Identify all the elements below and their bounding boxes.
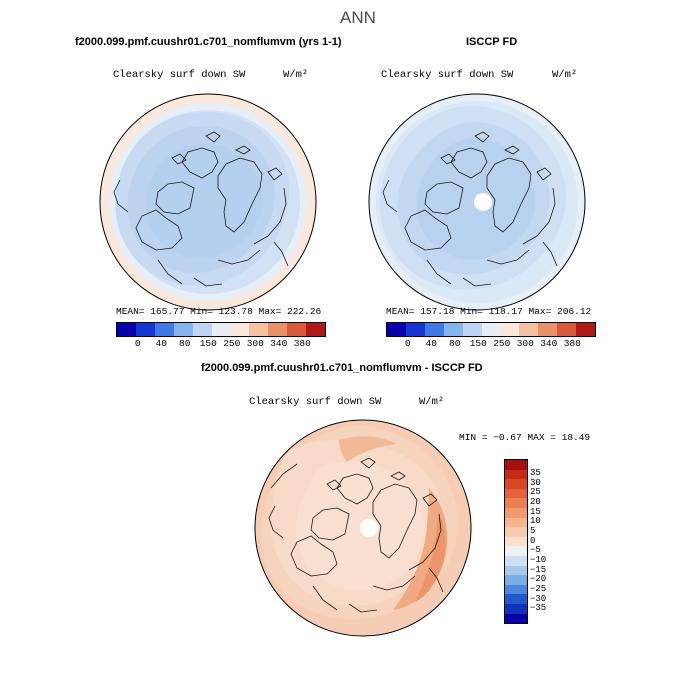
colorbar-cell: [505, 518, 527, 528]
colorbar-tick-label: 40: [155, 338, 167, 349]
colorbar-cell: [505, 556, 527, 566]
colorbar-cell: [406, 323, 425, 336]
colorbar-cell: [230, 323, 249, 336]
panel-field-label-obs: Clearsky surf down SW: [381, 69, 514, 81]
colorbar-cell: [519, 323, 538, 336]
colorbar-tick-label: 340: [540, 338, 558, 349]
map-obs[interactable]: [367, 92, 587, 312]
colorbar-cell: [505, 498, 527, 508]
colorbar-cell: [249, 323, 268, 336]
colorbar-cell: [136, 323, 155, 336]
colorbar-cell: [505, 470, 527, 480]
colorbar-tick-label: −20: [530, 574, 547, 585]
colorbar-cell: [505, 537, 527, 547]
panel-units-diff: W/m²: [419, 396, 445, 408]
colorbar-tick-label: 15: [530, 506, 541, 517]
map-model[interactable]: [98, 92, 318, 312]
season-title: ANN: [340, 8, 376, 27]
colorbar-cell: [193, 323, 212, 336]
map-model-svg: [98, 92, 318, 312]
colorbar-tick-label: 20: [530, 496, 541, 507]
colorbar-tick-label: 35: [530, 467, 541, 478]
colorbar-tick-label: 0: [404, 338, 411, 349]
colorbar-cell: [576, 323, 595, 336]
colorbar-tick-label: 0: [134, 338, 141, 349]
colorbar-tick-label: −5: [530, 545, 541, 556]
colorbar-tick-label: 150: [199, 338, 217, 349]
colorbar-cell: [444, 323, 463, 336]
panel-field-label-model: Clearsky surf down SW: [113, 69, 246, 81]
colorbar-tick-label: 300: [516, 338, 534, 349]
colorbar-cell: [538, 323, 557, 336]
colorbar-tick-label: 380: [563, 338, 581, 349]
panel-title-model: f2000.099.pmf.cuushr01.c701_nomflumvm (yrs 1-1): [75, 36, 342, 48]
colorbar-cell: [505, 566, 527, 576]
colorbar-tick-label: 5: [530, 525, 536, 536]
colorbar-tick-label: −30: [530, 593, 547, 604]
colorbar-tick-label: 40: [425, 338, 437, 349]
colorbar-diff[interactable]: [504, 459, 528, 624]
colorbar-cell: [505, 460, 527, 470]
colorbar-tick-label: 30: [530, 477, 541, 488]
map-model-fill: [98, 92, 318, 312]
colorbar-obs[interactable]: [386, 322, 596, 337]
colorbar-cell: [505, 546, 527, 556]
colorbar-cell: [117, 323, 136, 336]
colorbar-cell: [482, 323, 501, 336]
colorbar-cell: [505, 604, 527, 614]
colorbar-tick-label: 380: [293, 338, 311, 349]
panel-units-model: W/m²: [283, 69, 309, 81]
colorbar-cell: [174, 323, 193, 336]
colorbar-tick-label: −25: [530, 583, 547, 594]
map-obs-svg: [367, 92, 587, 312]
colorbar-cell: [505, 479, 527, 489]
panel-field-label-diff: Clearsky surf down SW: [249, 396, 382, 408]
stats-model: MEAN= 165.77 Min= 123.78 Max= 222.26: [116, 306, 322, 317]
colorbar-cell: [505, 594, 527, 604]
colorbar-tick-label: −15: [530, 564, 547, 575]
colorbar-cell: [306, 323, 325, 336]
panel-units-obs: W/m²: [552, 69, 578, 81]
colorbar-cell: [287, 323, 306, 336]
colorbar-cell: [268, 323, 287, 336]
colorbar-tick-label: −10: [530, 554, 547, 565]
stats-diff: MIN = −0.67 MAX = 18.49: [459, 432, 591, 443]
colorbar-tick-label: 150: [469, 338, 487, 349]
colorbar-tick-label: 340: [270, 338, 288, 349]
map-diff-fill: [255, 420, 471, 636]
colorbar-tick-label: −35: [530, 603, 547, 614]
colorbar-cell: [557, 323, 576, 336]
colorbar-cell: [505, 527, 527, 537]
colorbar-cell: [505, 508, 527, 518]
colorbar-cell: [505, 489, 527, 499]
colorbar-cell: [212, 323, 231, 336]
map-diff-svg: [253, 418, 473, 638]
map-obs-fill: [369, 94, 585, 310]
colorbar-cell: [505, 585, 527, 595]
panel-title-obs: ISCCP FD: [466, 36, 518, 48]
colorbar-tick-label: 300: [246, 338, 264, 349]
colorbar-cell: [425, 323, 444, 336]
colorbar-cell: [463, 323, 482, 336]
colorbar-cell: [387, 323, 406, 336]
colorbar-cell: [505, 614, 527, 624]
colorbar-cell: [155, 323, 174, 336]
colorbar-tick-label: 80: [449, 338, 461, 349]
panel-title-diff: f2000.099.pmf.cuushr01.c701_nomflumvm - ISCCP FD: [201, 362, 483, 374]
colorbar-cell: [505, 575, 527, 585]
colorbar-tick-label: 80: [179, 338, 191, 349]
map-diff[interactable]: [253, 418, 473, 638]
stats-obs: MEAN= 157.18 Min= 118.17 Max= 206.12: [386, 306, 592, 317]
colorbar-tick-label: 0: [530, 535, 536, 546]
colorbar-tick-label: 250: [223, 338, 241, 349]
colorbar-tick-label: 250: [493, 338, 511, 349]
colorbar-tick-label: 25: [530, 487, 541, 498]
colorbar-cell: [500, 323, 519, 336]
colorbar-tick-label: 10: [530, 516, 541, 527]
colorbar-model[interactable]: [116, 322, 326, 337]
